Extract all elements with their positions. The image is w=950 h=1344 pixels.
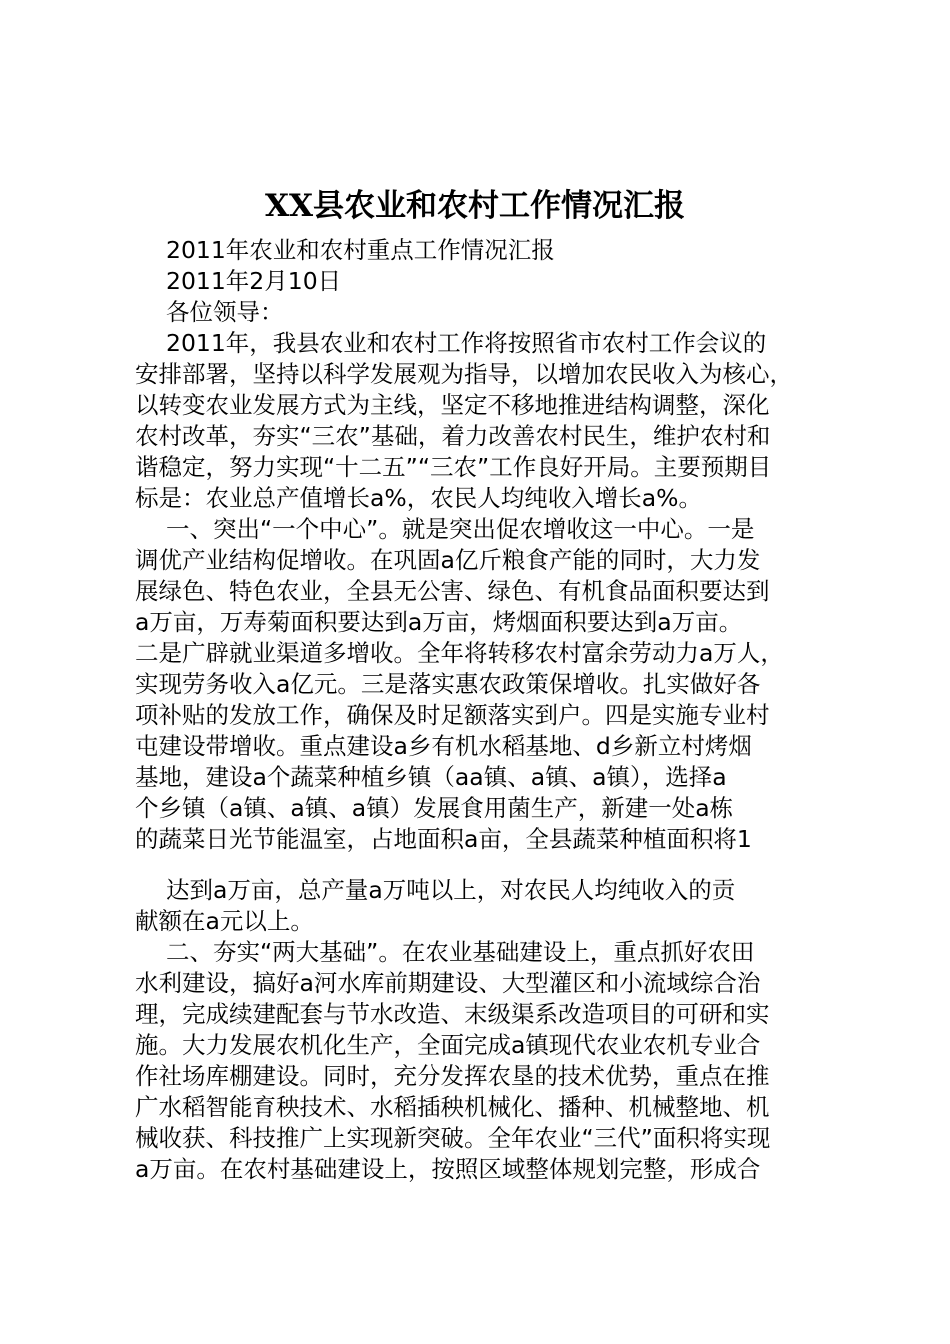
date-line: 2011年2月10日 [166,267,342,295]
paragraph-line: 达到a万亩，总产量a万吨以上，对农民人均纯收入的贡 [166,876,736,904]
paragraph-line: 献额在a元以上。 [135,907,314,935]
paragraph-line: 展绿色、特色农业，全县无公害、绿色、有机食品面积要达到 [135,577,770,605]
paragraph-line: 2011年，我县农业和农村工作将按照省市农村工作会议的 [166,329,767,357]
paragraph-line: 调优产业结构促增收。在巩固a亿斤粮食产能的同时，大力发 [135,546,761,574]
paragraph-line: 基地，建设a个蔬菜种植乡镇（aa镇、a镇、a镇），选择a [135,763,727,791]
paragraph-line: 二是广辟就业渠道多增收。全年将转移农村富余劳动力a万人， [135,639,784,667]
paragraph-line: 的蔬菜日光节能温室，占地面积a亩，全县蔬菜种植面积将1 [135,825,752,853]
paragraph-line: 个乡镇（a镇、a镇、a镇）发展食用菌生产，新建一处a栋 [135,794,734,822]
paragraph-line: 广水稻智能育秧技术、水稻插秧机械化、播种、机械整地、机 [135,1093,770,1121]
paragraph-line: 以转变农业发展方式为主线，坚定不移地推进结构调整，深化 [135,391,770,419]
paragraph-line: 作社场库棚建设。同时，充分发挥农垦的技术优势，重点在推 [135,1062,770,1090]
document-title: XX县农业和农村工作情况汇报 [264,188,686,224]
paragraph-line: 水利建设，搞好a河水库前期建设、大型灌区和小流域综合治 [135,969,761,997]
paragraph-line: 一、突出“一个中心”。就是突出促农增收这一中心。一是 [166,515,755,543]
paragraph-line: 施。大力发展农机化生产，全面完成a镇现代农业农机专业合 [135,1031,761,1059]
paragraph-line: 谐稳定，努力实现“十二五”“三农”工作良好开局。主要预期目 [135,453,772,481]
paragraph-line: 理，完成续建配套与节水改造、末级渠系改造项目的可研和实 [135,1000,770,1028]
paragraph-line: 屯建设带增收。重点建设a乡有机水稻基地、d乡新立村烤烟 [135,732,752,760]
paragraph-line: 标是：农业总产值增长a%，农民人均纯收入增长a%。 [135,484,702,512]
paragraph-line: 二、夯实“两大基础”。在农业基础建设上，重点抓好农田 [166,938,755,966]
paragraph-line: 项补贴的发放工作，确保及时足额落实到户。四是实施专业村 [135,701,770,729]
paragraph-line: a万亩。在农村基础建设上，按照区域整体规划完整，形成合 [135,1155,761,1183]
paragraph-line: 实现劳务收入a亿元。三是落实惠农政策保增收。扎实做好各 [135,670,761,698]
body-text-second-part [135,875,845,1185]
paragraph-line: 农村改革，夯实“三农”基础，着力改善农村民生，维护农村和 [135,422,771,450]
subtitle-line: 2011年农业和农村重点工作情况汇报 [166,236,555,264]
paragraph-line: a万亩，万寿菊面积要达到a万亩，烤烟面积要达到a万亩。 [135,608,743,636]
paragraph-line: 安排部署，坚持以科学发展观为指导，以增加农民收入为核心， [135,360,793,388]
body-text-first-part [135,235,845,855]
paragraph-line: 械收获、科技推广上实现新突破。全年农业“三代”面积将实现 [135,1124,771,1152]
salutation-line: 各位领导： [166,298,284,326]
